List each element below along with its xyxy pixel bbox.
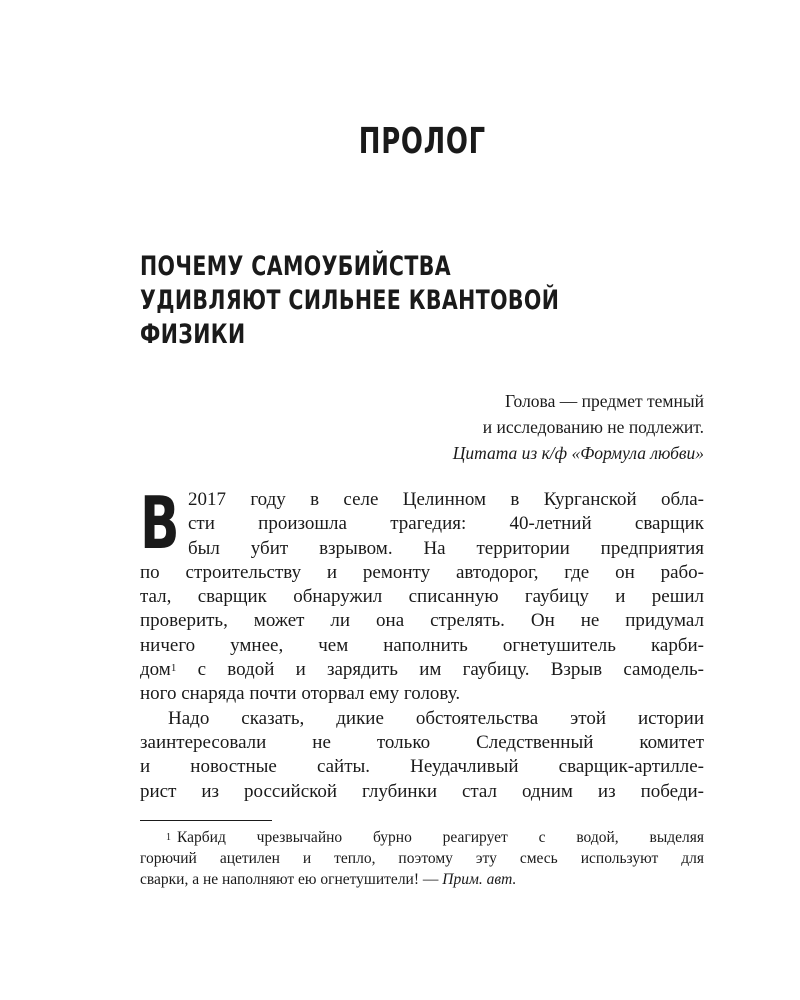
- footnote-reference[interactable]: 1: [170, 662, 177, 675]
- chapter-title: ПРОЛОГ: [358, 121, 486, 162]
- epigraph-source: Цитата из к/ф «Формула любви»: [452, 443, 704, 463]
- body-line: тал, сварщик обнаружил списанную гаубицу и решил: [140, 586, 704, 608]
- body-line: по строительству и ремонту автодорог, где он рабо-: [140, 561, 704, 583]
- body-line-with-footnote: [140, 658, 704, 682]
- section-heading-line: УДИВЛЯЮТ СИЛЬНЕЕ КВАНТОВОЙ: [140, 285, 560, 316]
- footnotes: [140, 827, 704, 890]
- body-line: ничего умнее, чем наполнить огнетушитель карби-: [140, 634, 704, 656]
- body-line: ного снаряда почти оторвал ему голову.: [140, 683, 461, 705]
- footnote-number: 1: [166, 832, 171, 843]
- drop-cap: В: [140, 481, 180, 565]
- body-line: был убит взрывом. На территории предприятия: [188, 537, 704, 559]
- footnote-line: [140, 827, 704, 848]
- body-line: рист из российской глубинки стал одним из победи-: [140, 780, 704, 802]
- footnote-line: [140, 869, 704, 890]
- section-heading-line: ФИЗИКИ: [140, 319, 246, 350]
- epigraph-line: и исследованию не подлежит.: [482, 417, 704, 437]
- body-line: заинтересовали не только Следственный комитет: [140, 731, 704, 753]
- footnote-text: сварки, а не наполняют ею огнетушители! —: [140, 871, 443, 888]
- footnote-divider: [140, 820, 272, 821]
- body-line: сти произошла трагедия: 40-летний сварщик: [188, 513, 704, 535]
- footnote-note: Прим. авт.: [442, 871, 517, 888]
- body-line-part: дом: [140, 659, 171, 681]
- section-heading: [140, 250, 566, 352]
- body-line: 2017 году в селе Целинном в Курганской обла-: [188, 489, 704, 510]
- section-heading-line: ПОЧЕМУ САМОУБИЙСТВА: [140, 251, 452, 282]
- body-line-part: с водой и зарядить им гаубицу. Взрыв самодель-: [176, 659, 704, 681]
- body-text: [140, 481, 704, 804]
- body-line: и новостные сайты. Неудачливый сварщик-артилле-: [140, 756, 704, 778]
- body-line: проверить, может ли она стрелять. Он не придумал: [140, 610, 704, 632]
- epigraph-line: Голова — предмет темный: [504, 391, 704, 411]
- epigraph: [453, 388, 704, 466]
- footnote-text: Карбид чрезвычайно бурно реагирует с водой, выделяя: [177, 829, 704, 846]
- body-line: Надо сказать, дикие обстоятельства этой истории: [168, 707, 704, 729]
- footnote-line: горючий ацетилен и тепло, поэтому эту смесь используют для: [140, 850, 704, 867]
